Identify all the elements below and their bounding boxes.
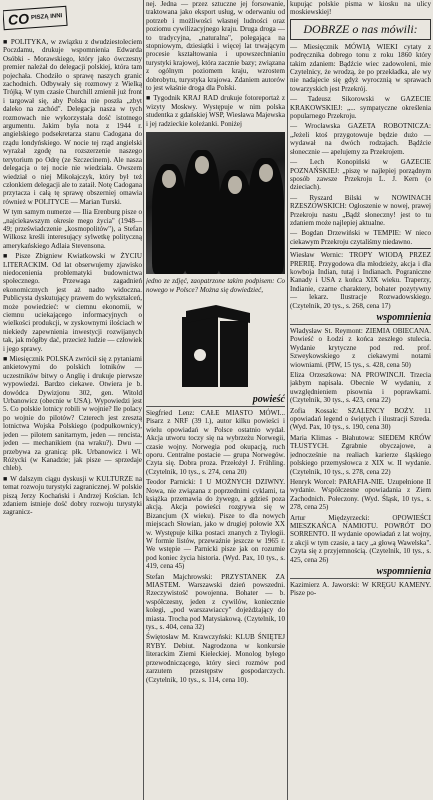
article-paragraph: ■ Miesięcznik POLSKA zwrócił się z pytaniami ankietowymi do polskich lotników — uczestników bitwy o Anglię i drukuje pierwsze wypowiedzi. Bardzo ciekawe. Otwiera je b. dowódca Dywizjonu 302, gen. Witold Urbanowicz (obecnie w USA). Wypowiedzi jest 5. Co polskie lotnicy robili w wojnie? Ile polacy po wojnie do pilotów? Czterech jest zresztą lotnictwa Wojska Polskiego (podpułkownicy), jeden — pilotem sanitarnym, jeden — rencista, jeden — mechanikiem (na wraku?). Dwu — przebywa za granicą: płk. Urbanowicz i Wł. Różycki (w Kanadzie; jak pisze — sprzedaje chleb). [3, 355, 142, 473]
section-heading-wspomnienia: wspomnienia [290, 566, 431, 579]
book-review: Zofia Kossak: SZALENCY BOŻY. 11 opowiadań legend o świętych i ilustracji Szreda. (Wyd. Pax, 10 tys., s. 190, cena 30) [290, 406, 431, 432]
book-review: Władysław St. Reymont: ZIEMIA OBIECANA. Powieść o Łodzi z końca zeszłego stulecia. Wydanie krytyczne pod red. prof. Szweykowskiego z ciekawymi notami wiowniami. (PIW, 15 tys., s. 428, cena 50) [290, 327, 431, 369]
section-logo [3, 6, 68, 30]
logo-text: CO [7, 10, 30, 28]
column-rule [143, 0, 144, 800]
article-paragraph: ■ Pisze Zbigniew Kwiatkowski w ŻYCIU LITERACKIM. Od lat obserwujemy zjawisko niedocenienia problematyki budownictwa społecznego. Przewaga zagadnień ekonomicznych jest aż nadto widoczna. Publicysta dyskutujący prawem do wykształceń, może powiedzieć: w ciemnu ekonomii, w ciemnu uciekającego informacyjnych o wielkości produkcji, w zyskownymi ilościach w niekiedy zapewnienia inwestycji rozwijanych tak, jak mógłby dać, przecież ludzie — człowiek i jego sprawy. [3, 252, 142, 353]
photo-students-kiosk [146, 132, 285, 274]
article-paragraph: nej. Jedna — przez sztuczne jej forsowanie, traktowana jako eksport usług, w oderwaniu od potrzeb i możliwości własnej ludności oraz poziomu cywilizacyjnego kraju. Druga droga — to tradycyjna, „naturalna", polegająca na stopniowym, dziesiątki i więcej lat trwającym procesie kształtowania i upowszechnianiu turystyki krajowej, która zacznie bazy; związana z ogólnym poziomem kraju, wzrostem dobrobytu, turystyka krajowa. Zdaniem autorów to jest właśnie droga dla Polski. [146, 0, 285, 93]
section-heading-wspomnienia: wspomnienia [290, 312, 431, 325]
photo-caption: jedno ze zdjęć, zaopatrzone takim podpisem: Co nowego w Polsce? Można się dowiedzieć, [146, 277, 285, 294]
article-paragraph: ■ POLITYKA, w związku z dwudziestoleciem Poczdamu, drukuje wspomnienia Edwarda Osóbki - Morawskiego, który jako ówczesny premier należał do delegacji polskiej, która tam pojechała. Chodziło o sprawę naszych granic zachodnich. Odbywały się rozmowy z Wielką Trójką. W tym czasie Churchill zmienił już front i targował się, aby Polska nie poszła „zbyt daleko na zachód". Delegacja nasza w tych rozmowach nie wykorzystała dość istotnego argumentu. Jakim była nota z 1944 r. angielskiego podsekretarza stanu Cadogana do rządu londyńskiego. W nocie tej rząd angielski wyrażał zgodę na rozszerzenie naszego terytorium po Odrę (ze Szczecinem). Ale nasza delegacja o tej nocie nie wiedziała. Owszem wiedział o niej Mikołajczyk, który był też członkiem delegacji ale to zataił. Notę Cadogana przytacza i całą tę sprawę obszerniej omawia również w POLITYCE — Marian Turski. [3, 38, 142, 206]
column-left [3, 0, 142, 800]
logo-small-text: PISZĄ INNI [30, 13, 63, 22]
article-paragraph: ■ Tygodnik KRAJ RAD drukuje fotoreportaż z wizyty Moskwy. Występuje w nim polska studentka z gdańskiej WSP, Wiesława Majewska i jej radzieckie koleżanki. Poniżej [146, 94, 285, 128]
dobrze-o-nas-heading: DOBRZE o nas mówili: [290, 19, 431, 40]
photo-figure [218, 170, 252, 274]
photo-figure [248, 158, 284, 274]
section-heading-powiesc: powieść [146, 394, 285, 407]
quote-paragraph: — Bogdan Drzewiński w TEMPIE: W nieco ciekawym Przekroju czytaliśmy niedawno. [290, 229, 431, 246]
book-review: Stefan Majchrowski: PRZYSTANEK ZA MIASTEM. Warszawski dzień powszedni. Rzeczywistość powojenna. Bohater — b. współczesny, jeden z cywilów, koniecznie kolegi, „pod warszawiaccy" dojeżdżający do miasta. Trocha pod Matysiakową. (Czytelnik, 10 tys., s. 404, cena 32) [146, 572, 285, 632]
book-review: Kazimierz A. Jaworski: W KRĘGU KAMENY. Pisze po- [290, 580, 431, 598]
quote-paragraph: — Tadeusz Sikorowski w GAZECIE KRAKOWSKIEJ: „... sympatyczne określenia popularnego Przekroju. [290, 95, 431, 121]
column-middle [146, 0, 285, 800]
column-right [290, 0, 431, 800]
book-review: Świętosław M. Krawczyński: KLUB ŚNIĘTEJ RYBY. Debiut. Nagrodzona w konkursie literackim Ziemi Kieleckiej. Monolog byłego przewodniczącego, który sieci rozmów pod zarzutem przestępstw gospodarczych. (Czytelnik, 10 tys., s. 114, cena 10). [146, 633, 285, 684]
book-review: Siegfried Lenz: CAŁE MIASTO MÓWI... Pisarz z NRF (39 l.), autor kilku powieści i wielu opowiadań w Polsce ostatnio wydał. Akcja utworu toczy się na wybrzeżu Norwegii, czasie wojny. Norwegia pod okupacją, ruch oporu. Centralne postacie — grupa Norwegów. Czyta się. Dobra proza. Przełożył J. Frühling. (Czytelnik, 10 tys., s. 274, cena 20) [146, 408, 285, 476]
quote-paragraph: — Miesięcznik MÓWIĄ WIEKI cytaty z podręcznika dobrego tonu z roku 1860 który takim zdaniem: Bądźcie wiec zadowoleni, mie Czytelnicy, że wrodzą, że po przekładka, ale wy nie nadajecie się gdyż wyrocznią w sprawach towarzyskich jest Przekrój. [290, 42, 431, 93]
book-review: Maria Klimas - Błahutowa: SIEDEM KRÓW TŁUSTYCH. Zgrabnie obyczajowe, a jednocześnie na realiach karierze śląskiego polskiego przemysłowca z XIX w. II wydanie. (Czytelnik, 10 tys., s. 278, cena 22) [290, 433, 431, 476]
czytac-czy-nie-logo [146, 297, 285, 393]
book-review: Henryk Worcel: PARAFIA-NIE. Uzupełnione II wydanie. Współczesne opowiadania z Ziem Zachodnich. Połeczony. (Wyd. Śląsk, 10 tys., s. 278, cena 25) [290, 477, 431, 512]
book-review: Eliza Orzeszkowa: NA PROWINCJI. Trzecia jakbym napisała. Obecnie W wydaniu, z uwzględnieniem pisownia i poprawkami. (Czytelnik, 30 tys., s. 423, cena 22) [290, 371, 431, 405]
article-paragraph: ■ W dalszym ciągu dyskusji w KULTURZE na temat rozwoju turystyki zagranicznej. W polskie piszą Jerzy Kochański i Andrzej Kościan. Ich zdaniem istnieje dość dobry rozwoju turystyki zagranicz- [3, 474, 142, 517]
book-review: Teodor Parnicki: I U MOŻNYCH DZIWNY. Nowa, nie związana z poprzednimi cyklami, ta książka przemawia do żywego, a gdzieś poza akcją. Akcja powieści rozgrywa się w Bizancjum (X wieku). Pisze to dla nowych miejscach Słowian, jako w drugiej połowie XX w. Występuje kilka postaci znanych z Trylogii. W formie listów, przeważnie jeszcze w 1965 r. We wstępie — Parnicki pisze jak on rozumie pod koniec życia historia. (Wyd. Pax, 10 tys., s. 419, cena 45) [146, 478, 285, 571]
book-review: Wiesław Wernic: TROPY WIODĄ PRZEZ PRERIĘ. Przygodowa dla młodzieży, akcja i dla kowboja Indian, tutaj i Indianach. Pograniczne Kanady i USA z końca XIX wieku. Traperzy, Indianie, czarne charaktery, bohater pozytywny — lekarz. Ilustracje Rozwadowskiego. (Czytelnik, 20 tys., s. 268, cena 17) [290, 251, 431, 310]
quote-paragraph: — Wrocławska GAZETA ROBOTNICZA: „Jeżeli ktoś przygotowuje będzie dużo — wydawał na dwóch rodzajach. Bądźcie słonecznie — apelujemy za Przekrojem. [290, 122, 431, 156]
article-paragraph: kupując polskie pisma w kiosku na ulicy moskiewskiej! [290, 0, 431, 17]
article-paragraph: W tym samym numerze — Ilia Erenburg pisze o „najciekawszym okresie mego życia" (1948—49; przeświadczenie „kosmopolitów"), a Stefan Wilkosz kreśli interesujący sylwetkę polityczną amerykańskiego Adlaia Stevensona. [3, 208, 142, 250]
reading-logo-icon [166, 299, 266, 391]
photo-figure [184, 150, 220, 274]
divider [290, 248, 431, 249]
masthead [3, 2, 142, 34]
book-review: Artur Międzyrzecki: OPOWIEŚCI MIESZKAŃCA NAMIOTU. POWRÓT DO SORRENTO. II wydanie opowiadań z lat wojny, z akcji w tym czasie, a tacy „a głową Wawelska". Czyta się z przyjemnością. (Czytelnik, 10 tys., s. 425, cena 26) [290, 513, 431, 564]
quote-paragraph: — Lech Konopiński w GAZECIE POZNAŃSKIEJ: „piszę w najlepiej porządnym sposób zawsze Przekroju L. J. Kern (o dzieciach). [290, 158, 431, 192]
photo-figure [152, 164, 186, 274]
quote-paragraph: — Ryszard Bilski w NOWINACH RZESZOWSKICH: Ogłoszenie w nowej, prawej Przekroju nastu „Bądź słoneczny! jest to tu zdaniem może najlepiej aktualne. [290, 193, 431, 227]
column-rule [287, 0, 288, 800]
